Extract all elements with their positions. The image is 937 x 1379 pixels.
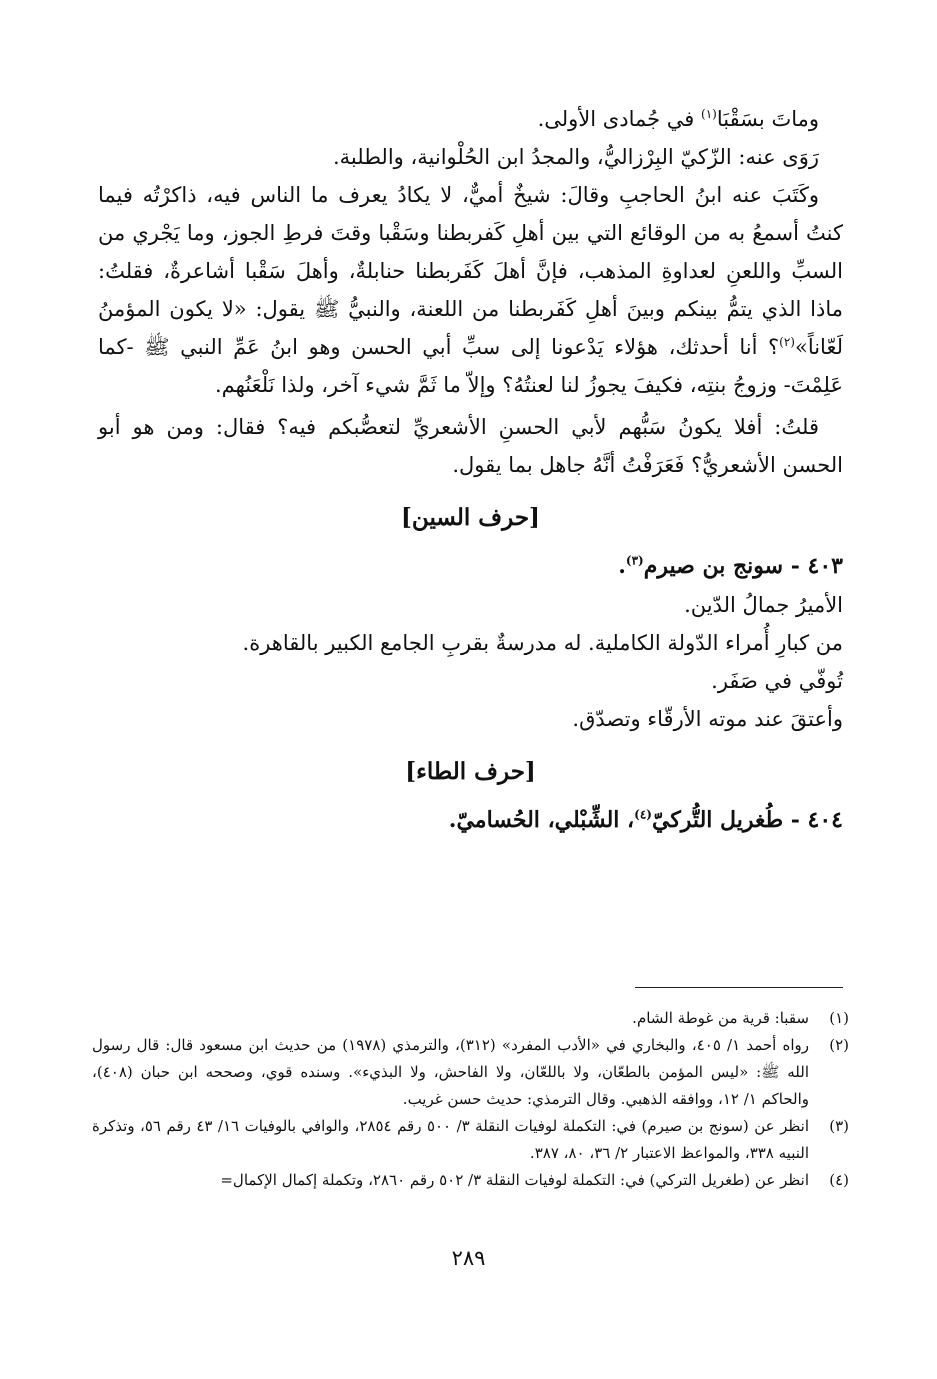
entry-403-title: ٤٠٣ - سونج بن صيرم <box>643 553 843 579</box>
footnote-ref-2: (٢) <box>779 335 795 349</box>
entry-404-title: ٤٠٤ - طُغريل التُّركيّ <box>651 807 843 833</box>
death-paragraph <box>98 100 843 138</box>
question-paragraph: قلتُ: أفلا يكونُ سَبُّهم لأبي الحسنِ الأشعريِّ لتعصُّبكم فيه؟ فقال: ومن هو أبو الحسن الأشعريُّ؟ فَعَرَفْتُ أنَّهُ جاهل بما يقول. <box>98 415 843 477</box>
entry-403-line-4: وأعتقَ عند موته الأرقّاء وتصدّق. <box>572 707 843 731</box>
section-heading-sin: [حرف السين] <box>401 504 540 531</box>
entry-403-heading <box>98 546 843 586</box>
footnote <box>92 1005 849 1032</box>
footnote <box>92 1032 849 1113</box>
entry-404-title-tail: ، الشِّبْلي، الحُساميّ. <box>448 807 635 833</box>
entry-404-heading <box>98 800 843 840</box>
death-text-tail: في جُمادى الأولى. <box>537 107 701 131</box>
ibn-hajib-paragraph <box>98 176 843 404</box>
main-text <box>98 100 843 840</box>
footnote-number: (٤) <box>829 1171 849 1189</box>
ibn-hajib-text: وكَتَبَ عنه ابنُ الحاجبِ وقالَ: شيخٌ أميٌّ، لا يكادُ يعرف ما الناس فيه، ذاكرْتُه فيما كنتُ أسمعُ به من الوقائع التي بين أهلِ كَفربطنا وسَقْبا وقتَ فرطِ الجوز، وما يَجْري من السبِّ واللعنِ لعداوةِ المذهب، فإنَّ أهلَ كَفَربطنا حنابلةٌ، وأهلَ سَقْبا أشاعرةٌ، فقلتُ: ماذا الذي يتمُّ بينكم وبينَ أهلِ كَفَربطنا من اللعنة، والنبيُّ ﷺ يقول: «لا يكون المؤمنُ لَعّاناً» <box>98 183 843 359</box>
footnote-text: انظر عن (طغريل التركي) في: التكملة لوفيات النقلة ٣/ ٥٠٢ رقم ٢٨٦٠، وتكملة إكمال الإكمال= <box>220 1171 809 1189</box>
footnote-ref-3: (٣) <box>625 553 644 568</box>
footnote-text: انظر عن (سونج بن صيرم) في: التكملة لوفيات النقلة ٣/ ٥٠٠ رقم ٢٨٥٤، والوافي بالوفيات ١٦/ ٤٣ رقم ٥٦، وتذكرة النبيه ٣٣٨، والمواعظ الاعتبار ٢/ ٣٦، ٨٠، ٣٨٧. <box>92 1117 809 1162</box>
footnote-ref-1: (١) <box>701 107 717 121</box>
section-heading-ta: [حرف الطاء] <box>405 758 536 785</box>
footnotes <box>92 1005 849 1194</box>
footnote-number: (٢) <box>829 1036 849 1054</box>
footnote-number: (١) <box>829 1009 849 1027</box>
footnote-divider <box>635 987 843 988</box>
footnote <box>92 1113 849 1167</box>
ibn-hajib-text-tail: ؟ أنا أحدثك، هؤلاء يَدْعونا إلى سبِّ أبي الحسن وهو ابنُ عَمِّ النبي ﷺ -كما عَلِمْتَ- وزوجُ بنتِه، فكيفَ يجوزُ لنا لعنتُهُ؟ وإلاّ ما ثَمَّ شيء آخر، ولذا نَلْعَنُهم. <box>98 335 843 397</box>
entry-403-line-2: من كبارِ أُمراء الدّولة الكاملية. له مدرسةٌ بقربِ الجامع الكبير بالقاهرة. <box>242 631 843 655</box>
entry-403-title-tail: . <box>618 553 626 579</box>
death-text: وماتَ بسَقْبَا <box>716 107 819 131</box>
page-number: ٢٨٩ <box>451 1246 486 1270</box>
footnote-number: (٣) <box>829 1117 849 1135</box>
entry-403-line-1: الأميرُ جمالُ الدّين. <box>684 593 843 617</box>
footnote <box>92 1167 849 1194</box>
narrators-paragraph: رَوَى عنه: الزّكيّ البِرْزاليُّ، والمجدُ ابن الحُلْوانية، والطلبة. <box>332 145 819 169</box>
entry-403-line-3: تُوفّي في صَفَر. <box>711 669 843 693</box>
footnote-text: رواه أحمد ١/ ٤٠٥، والبخاري في «الأدب المفرد» (٣١٢)، والترمذي (١٩٧٨) من حديث ابن مسعود قال: قال رسول الله ﷺ: «ليس المؤمن بالطعّان، ولا باللعّان، ولا الفاحش، ولا البذيء». وسنده قوي، وصححه ابن حبان (٤٠٨)، والحاكم ١/ ١٢، ووافقه الذهبي. وقال الترمذي: حديث حسن غريب. <box>92 1036 810 1108</box>
footnote-ref-4: (٤) <box>634 807 652 822</box>
footnote-text: سقبا: قرية من غوطة الشام. <box>632 1009 809 1027</box>
